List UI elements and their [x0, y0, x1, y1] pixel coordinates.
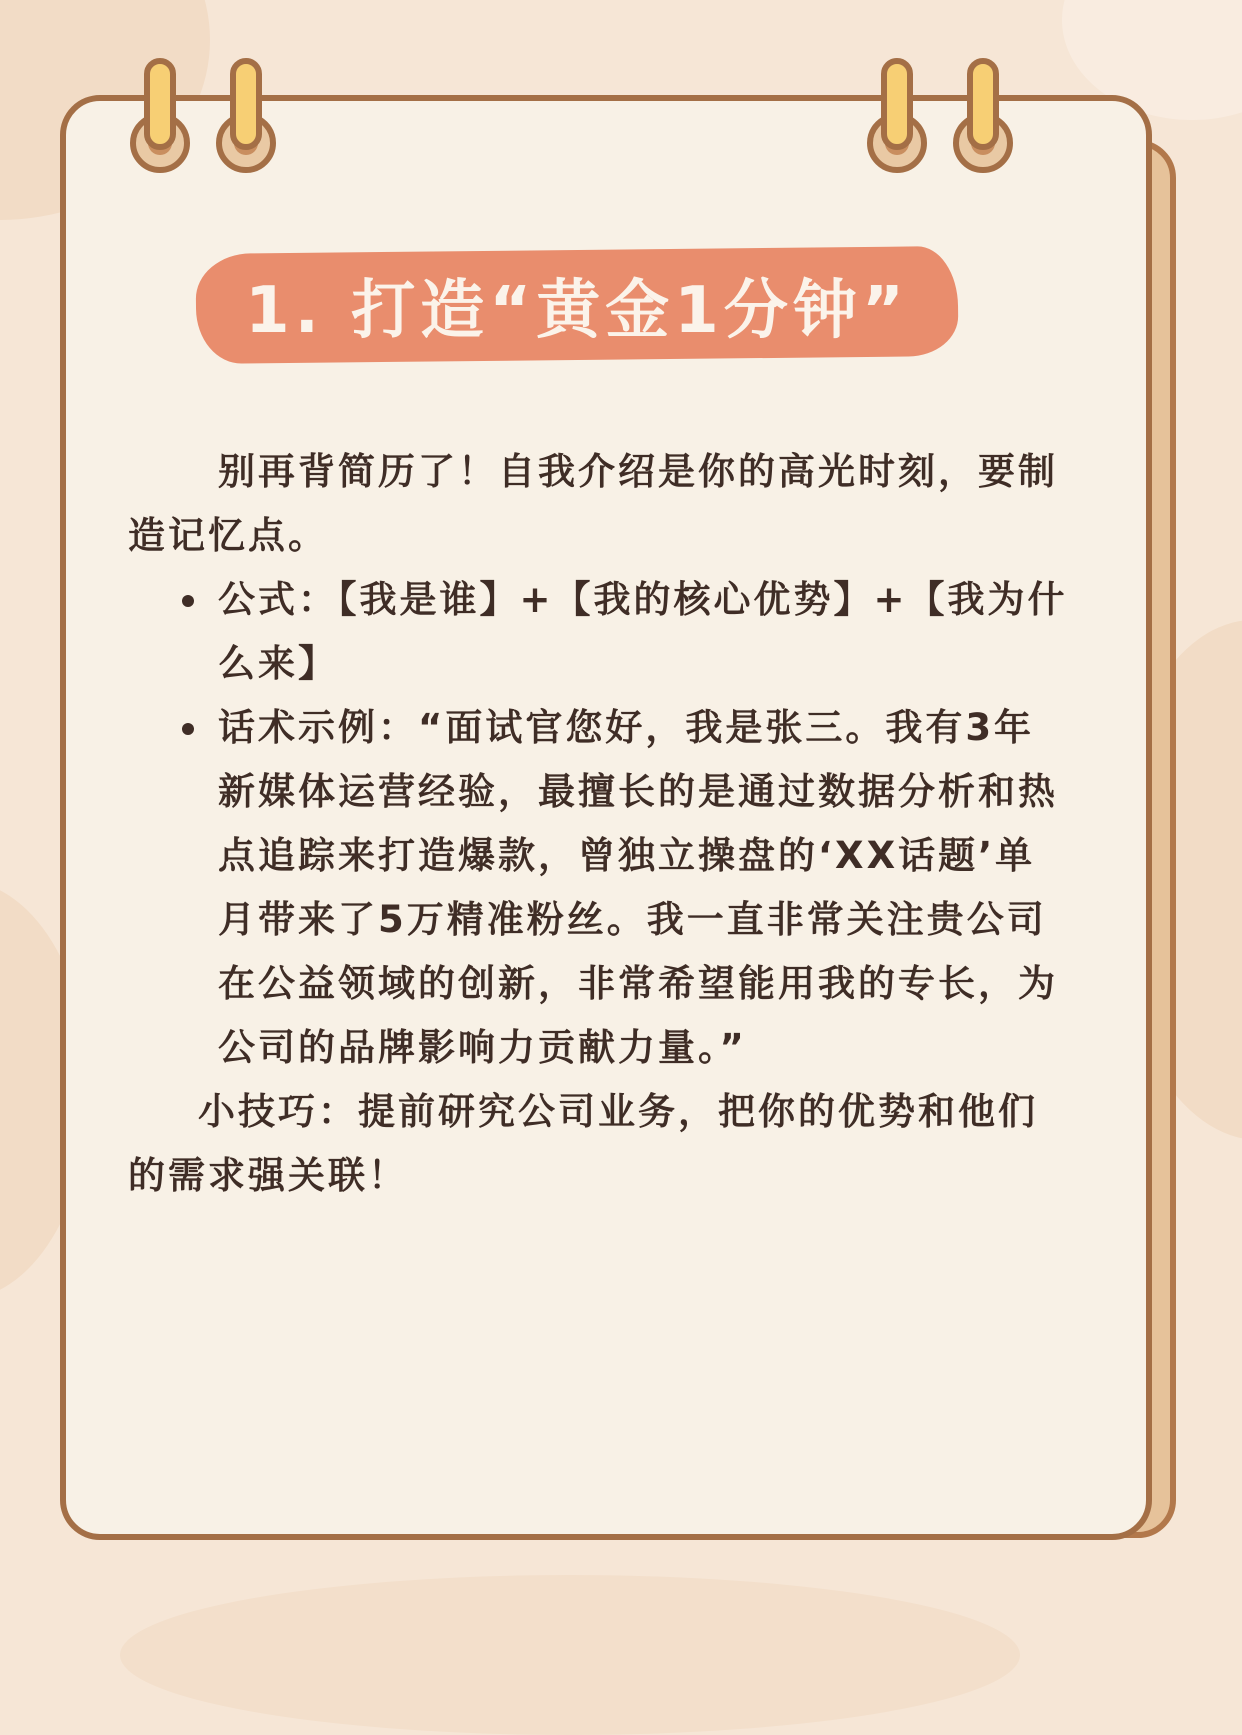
binder-ring-icon [216, 58, 276, 173]
binder-ring-icon [867, 58, 927, 173]
tip-paragraph: 小技巧：提前研究公司业务，把你的优势和他们的需求强关联！ [128, 1090, 1038, 1197]
list-item [128, 568, 1068, 696]
list-item [128, 696, 1068, 1080]
bullet-formula-text: 公式：【我是谁】+【我的核心优势】+【我为什么来】 [218, 578, 1068, 685]
bullet-dot-icon [182, 595, 194, 607]
binder-ring-icon [953, 58, 1013, 173]
intro-paragraph: 别再背简历了！自我介绍是你的高光时刻，要制造记忆点。 [128, 450, 1058, 557]
bullet-list [128, 568, 1068, 1080]
bullet-dot-icon [182, 723, 194, 735]
background-blob [120, 1575, 1020, 1735]
content-body [128, 440, 1068, 1208]
page-title: 1. 打造“黄金1分钟” [245, 274, 909, 348]
bullet-example-text: 话术示例：“面试官您好，我是张三。我有3年新媒体运营经验，最擅长的是通过数据分析和热点追踪来打造爆款，曾独立操盘的‘XX话题’单月带来了5万精准粉丝。我一直非常关注贵公司在公益领域的创新，非常希望能用我的专长，为公司的品牌影响力贡献力量。” [218, 706, 1058, 1069]
binder-ring-icon [130, 58, 190, 173]
